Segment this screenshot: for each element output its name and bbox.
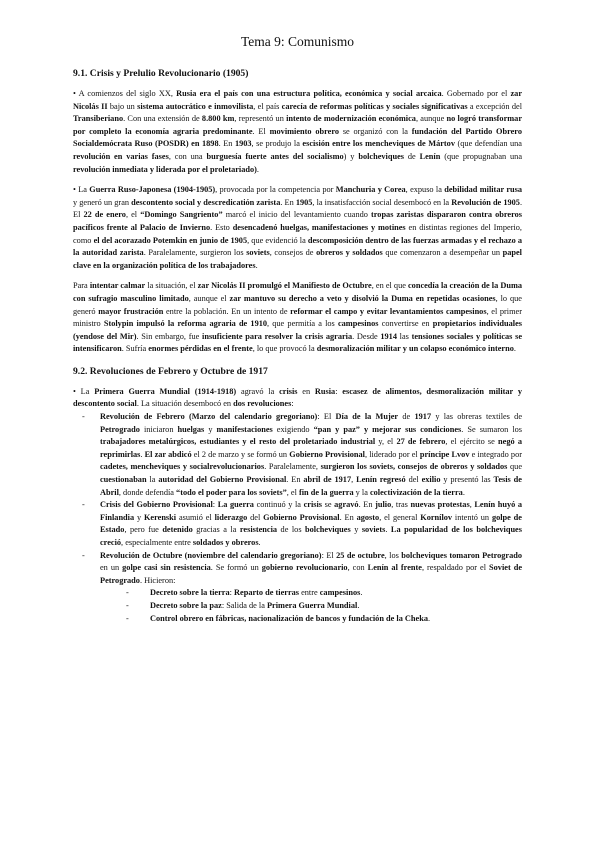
bold-text: Primera Guerra Mundial (1914-1918) bbox=[94, 386, 237, 396]
bold-text: La popularidad de los bolcheviques creció bbox=[100, 525, 522, 547]
text-run: , bbox=[351, 475, 357, 485]
bold-text: Decreto sobre la paz bbox=[150, 600, 222, 610]
bold-text: príncipe Lvov bbox=[419, 449, 470, 459]
text-run: . Se formó un bbox=[210, 563, 262, 573]
text-run: iniciaron bbox=[139, 424, 178, 434]
text-run: Para bbox=[73, 281, 90, 291]
bold-text: fundación del Partido Obrero Socialdemócrata Ruso (POSDR) en 1898 bbox=[73, 126, 522, 149]
bold-text: Guerra Ruso-Japonesa (1904-1905) bbox=[89, 185, 216, 195]
text-run: , el país bbox=[253, 101, 282, 111]
document-title: Tema 9: Comunismo bbox=[240, 34, 355, 49]
text-run: y presentó las bbox=[440, 475, 494, 485]
text-run: (que propugnaban una bbox=[440, 151, 523, 161]
bold-text: bolcheviques tomaron Petrogrado bbox=[401, 550, 523, 560]
bold-text: Primera Guerra Mundial bbox=[266, 600, 358, 610]
bold-text: soviets bbox=[246, 248, 270, 258]
text-run: asumió el bbox=[176, 512, 215, 522]
text-run: y la bbox=[353, 487, 370, 497]
bold-text: negó a reprimirlas bbox=[100, 437, 522, 459]
text-run: , aunque el bbox=[188, 293, 230, 303]
text-run: y bbox=[134, 512, 144, 522]
bold-text: tensiones sociales y políticas se intensificaron bbox=[73, 331, 523, 354]
text-run: exigiendo bbox=[272, 424, 314, 434]
text-run: : bbox=[291, 399, 294, 409]
bold-text: Kerenski bbox=[143, 512, 177, 522]
bold-text: descomposición dentro de las fuerzas armadas y el rechazo a la autoridad zarista bbox=[73, 235, 523, 258]
text-run: , especialmente entre bbox=[121, 538, 193, 547]
text-run: y bbox=[350, 525, 362, 535]
text-run: en un bbox=[100, 563, 123, 573]
text-run: . En bbox=[218, 139, 235, 149]
text-run: , bbox=[469, 500, 475, 510]
bold-text: zar Nicolás II bbox=[73, 89, 523, 111]
decree-list bbox=[100, 587, 522, 625]
bold-text: “pan y paz” y mejorar sus condiciones bbox=[313, 424, 462, 434]
text-run: . bbox=[357, 600, 360, 610]
bold-text: agravó bbox=[334, 500, 359, 510]
bold-text: Día de la Mujer bbox=[335, 412, 399, 422]
bold-text: Transiberiano bbox=[73, 114, 124, 124]
text-run: . Sin embargo, fue bbox=[136, 331, 203, 341]
bold-text: trabajadores metalúrgicos, estudiantes y el resto del proletariado industrial bbox=[100, 437, 376, 447]
text-run: ) y bbox=[343, 151, 359, 161]
bold-text: no logró transformar por completo la economía agraria predominante bbox=[73, 114, 523, 136]
bold-text: resistencia bbox=[239, 525, 278, 535]
bold-text: Decreto sobre la tierra bbox=[150, 588, 230, 598]
text-run: e integrado por bbox=[469, 449, 522, 459]
text-run: que comenzaron a desempeñar un bbox=[382, 248, 503, 258]
bold-text: fin de la guerra bbox=[298, 487, 354, 497]
text-run: . En bbox=[280, 197, 296, 207]
text-run: : El bbox=[321, 550, 337, 560]
bold-text: 22 de enero bbox=[83, 210, 126, 220]
bold-text: soldados y obreros bbox=[192, 538, 259, 547]
list-item bbox=[73, 499, 522, 549]
text-run: convertirse en bbox=[378, 319, 433, 329]
bold-text: intento de modernización económica bbox=[286, 114, 416, 124]
text-run: . Hicieron: bbox=[139, 575, 176, 585]
bold-text: surgieron los soviets, consejos de obreros y soldados bbox=[320, 462, 508, 472]
bold-text: “todo el poder para los soviets” bbox=[176, 487, 287, 497]
text-run: . Desde bbox=[352, 331, 381, 341]
bold-text: 8.800 km bbox=[201, 114, 235, 124]
bold-text: burguesía fuerte antes del socialismo bbox=[206, 151, 344, 161]
bold-text: Revolución de Febrero (Marzo del calendario gregoriano) bbox=[100, 412, 318, 422]
paragraph bbox=[73, 184, 522, 272]
bold-text: Rusia bbox=[314, 386, 336, 396]
sub-list-item bbox=[122, 613, 522, 626]
text-run: marcó el inicio del levantamiento cuando bbox=[222, 210, 371, 220]
text-run: y generó un gran bbox=[73, 197, 132, 207]
bold-text: nuevas protestas bbox=[410, 500, 470, 510]
text-run: . Sufría bbox=[121, 344, 149, 354]
text-run: continuó y la bbox=[253, 500, 304, 510]
bold-text: Lenín huyó a Finlandia bbox=[100, 500, 523, 522]
bold-text: gobierno revolucionario bbox=[261, 563, 348, 573]
text-run: del bbox=[405, 475, 422, 485]
text-run: • A comienzos del siglo XX, bbox=[73, 89, 177, 98]
bold-text: Tesis de Abril bbox=[100, 475, 522, 497]
text-run: , con una bbox=[168, 151, 207, 161]
text-run: : Salida de la bbox=[221, 600, 267, 610]
bold-text: cuestionaban bbox=[100, 475, 147, 485]
text-run: • La bbox=[73, 386, 95, 396]
text-run: la situación, el bbox=[145, 281, 198, 291]
text-run: , el primer ministro bbox=[73, 306, 522, 329]
bold-text: El zar abdicó bbox=[144, 449, 192, 459]
text-run: . bbox=[256, 164, 259, 174]
bold-text: Lenín regresó bbox=[356, 475, 406, 485]
text-run: , lo que generó bbox=[73, 293, 522, 316]
bold-text: Manchuria y Corea bbox=[335, 185, 406, 195]
bold-text: abril de 1917 bbox=[303, 475, 352, 485]
text-run: . En bbox=[286, 475, 304, 485]
text-run: , lo que provocó la bbox=[252, 344, 317, 354]
text-run: , aunque bbox=[415, 114, 447, 124]
bold-text: Lenín bbox=[419, 151, 441, 161]
text-run: entre bbox=[299, 588, 320, 598]
text-run: . Se sumaron los bbox=[461, 424, 522, 434]
text-run: , representó un bbox=[234, 114, 287, 124]
bold-text: liderazgo bbox=[214, 512, 248, 522]
text-run: , el bbox=[125, 210, 141, 220]
text-run: , los bbox=[384, 550, 402, 560]
text-run: el 2 de marzo y se formó un bbox=[191, 449, 290, 459]
sub-list-item bbox=[122, 587, 522, 600]
bold-text: crisis bbox=[279, 386, 298, 396]
bold-text: campesinos bbox=[337, 319, 379, 329]
bold-text: Rusia era el país con una estructura política, económica y social arcaica bbox=[176, 89, 442, 98]
bold-text: agosto bbox=[356, 512, 380, 522]
bold-text: descontento social y descredicatión zarista bbox=[131, 197, 281, 207]
bold-text: concedía la creación de la Duma con sufragio masculino limitado bbox=[73, 281, 523, 303]
bold-text: mayor frustración bbox=[98, 306, 164, 316]
text-run: se bbox=[322, 500, 335, 510]
section-heading: 9.1. Crisis y Prelulio Revolucionario (1905) bbox=[73, 68, 249, 79]
text-run: , pero fue bbox=[124, 525, 163, 535]
bold-text: tropas zaristas dispararon contra obreros pacíficos frente al Palacio de Invierno bbox=[73, 210, 522, 232]
bold-text: sistema autocrático e inmovilista bbox=[137, 101, 254, 111]
bold-text: exilio bbox=[421, 475, 441, 485]
text-run: en distintas regiones del Imperio, como bbox=[73, 222, 522, 245]
bold-text: Revolución de 1905 bbox=[451, 197, 520, 207]
text-run: . bbox=[140, 449, 145, 459]
text-run: y bbox=[204, 424, 217, 434]
text-run: del bbox=[247, 512, 264, 522]
bold-text: obreros y soldados bbox=[316, 248, 383, 258]
text-run: : bbox=[212, 500, 218, 510]
text-run: , liderado por el bbox=[364, 449, 420, 459]
bold-text: Lenín al frente bbox=[367, 563, 422, 573]
text-run: y, el bbox=[375, 437, 397, 447]
text-run: se organizó con la bbox=[339, 126, 412, 136]
text-run: . Esto bbox=[210, 222, 233, 232]
text-run: . bbox=[427, 613, 431, 623]
bold-text: revolución en varias fases bbox=[73, 151, 169, 161]
text-run: : bbox=[229, 588, 235, 598]
bold-text: Gobierno Provisional bbox=[289, 449, 365, 459]
text-run: . bbox=[255, 260, 258, 270]
paragraph bbox=[73, 386, 522, 411]
bold-text: Petrogrado bbox=[100, 424, 140, 434]
bold-text: el del acorazado Potemkin en junio de 1905 bbox=[93, 235, 248, 245]
text-run: la bbox=[146, 475, 159, 485]
bold-text: autoridad del Gobierno Provisional bbox=[158, 475, 287, 485]
list-item-text bbox=[100, 551, 522, 585]
text-run: de bbox=[398, 412, 415, 422]
bold-text: Soviet de Petrogrado bbox=[100, 563, 523, 585]
text-run: , que permitía a los bbox=[267, 319, 338, 329]
bold-text: escisión entre los mencheviques de Mártov bbox=[302, 139, 455, 149]
bold-text: zar Nicolás II promulgó el Manifiesto de Octubre bbox=[197, 281, 372, 291]
text-run: . Paralelamente, surgieron los bbox=[143, 248, 247, 258]
text-run: , donde defendía bbox=[118, 487, 177, 497]
bold-text: Mir bbox=[119, 331, 134, 341]
text-run: y las obreras textiles de bbox=[431, 412, 523, 422]
bold-text: escasez de alimentos, desmoralización militar y descontento social bbox=[73, 386, 522, 409]
bold-text: “Domingo Sangriento” bbox=[140, 210, 223, 220]
bold-text: carecía de reformas políticas y sociales significativas bbox=[281, 101, 468, 111]
bold-text: debilidad militar rusa bbox=[444, 185, 522, 195]
bold-text: bolcheviques bbox=[305, 525, 351, 535]
bold-text: golpe de Estado bbox=[100, 512, 522, 535]
text-run: , provocada por la competencia por bbox=[215, 185, 336, 195]
text-run: , expuso la bbox=[405, 185, 445, 195]
text-run: : bbox=[335, 386, 343, 396]
text-run: , tras bbox=[391, 500, 411, 510]
bold-text: Control obrero en fábricas, nacionalización de bancos y fundación de la Cheka bbox=[150, 613, 428, 623]
bold-text: Revolución de Octubre (noviembre del calendario gregoriano) bbox=[100, 550, 322, 560]
text-run: , respaldado por el bbox=[421, 563, 490, 573]
bold-text: propietarios individuales (yendose del bbox=[73, 319, 523, 341]
text-run: a excepción del bbox=[467, 101, 523, 111]
bold-text: 1914 bbox=[380, 331, 397, 341]
bold-text: Stolypin impulsó la reforma agraria de 1910 bbox=[103, 319, 268, 329]
sub-list-item bbox=[122, 600, 522, 613]
bold-text: colectivización de la tierra bbox=[369, 487, 463, 497]
bold-text: julio bbox=[375, 500, 392, 510]
text-run: entre la población. En un intento de bbox=[163, 306, 291, 316]
list-item bbox=[73, 550, 522, 626]
paragraph bbox=[73, 88, 522, 176]
text-run: , el bbox=[286, 487, 299, 497]
bold-text: enormes pérdidas en el frente bbox=[148, 344, 253, 354]
bold-text: intentar calmar bbox=[89, 281, 146, 291]
text-run: , que evidenció la bbox=[247, 235, 308, 245]
bold-text: movimiento obrero bbox=[269, 126, 340, 136]
text-run: las bbox=[396, 331, 412, 341]
text-run: : El bbox=[317, 412, 336, 422]
text-run: bajo un bbox=[107, 101, 138, 111]
text-run: que bbox=[507, 462, 523, 472]
bold-text: bolcheviques bbox=[358, 151, 404, 161]
text-run: . bbox=[258, 538, 261, 547]
bold-text: Reparto de tierras bbox=[234, 588, 300, 598]
list-item bbox=[73, 411, 522, 499]
text-run: de los bbox=[277, 525, 306, 535]
text-run: . bbox=[513, 344, 516, 354]
section-heading: 9.2. Revoluciones de Febrero y Octubre de 1917 bbox=[73, 365, 268, 377]
text-run: . Gobernado por el bbox=[441, 89, 511, 98]
text-run: , el general bbox=[379, 512, 421, 522]
bold-text: golpe casi sin resistencia bbox=[122, 563, 211, 573]
bold-text: desmoralización militar y un colapso económico interno bbox=[316, 344, 514, 354]
paragraph bbox=[73, 280, 522, 356]
text-run: . El bbox=[73, 197, 523, 220]
text-run: . bbox=[360, 588, 363, 598]
bold-text: huelgas bbox=[177, 424, 205, 434]
text-run: , se produjo la bbox=[251, 139, 303, 149]
text-run: intentó un bbox=[452, 512, 492, 522]
bold-text: 25 de octubre bbox=[336, 550, 385, 560]
text-run: , consejos de bbox=[269, 248, 317, 258]
bold-text: 1905 bbox=[295, 197, 313, 207]
bold-text: reformar el campo y evitar levantamientos campesinos bbox=[290, 306, 487, 316]
bold-text: 1917 bbox=[414, 412, 432, 422]
bold-text: desencadenó huelgas, manifestaciones y motines bbox=[232, 222, 406, 232]
text-run: (que defendían una bbox=[454, 139, 522, 149]
bold-text: revolución inmediata y liderada por el proletariado) bbox=[73, 164, 257, 174]
bold-text: zar mantuvo su derecho a veto y disolvió la Duma en repetidas ocasiones bbox=[229, 293, 496, 303]
text-run: agravó la bbox=[236, 386, 280, 396]
text-run: , el ejército se bbox=[445, 437, 499, 447]
bold-text: campesinos bbox=[319, 588, 361, 598]
text-run: . Con una extensión de bbox=[123, 114, 202, 124]
text-run: . La situación desembocó en bbox=[136, 399, 234, 409]
text-run: de bbox=[404, 151, 420, 161]
text-run: gracias a la bbox=[192, 525, 240, 535]
bold-text: Crisis del Gobierno Provisional bbox=[100, 500, 213, 510]
text-run: . Paralelamente, bbox=[264, 462, 321, 472]
bold-text: papel clave en la organización política de los trabajadores bbox=[73, 248, 522, 270]
bold-text: crisis bbox=[303, 500, 323, 510]
text-run: . bbox=[385, 525, 391, 535]
revolution-list bbox=[73, 411, 522, 625]
text-run: , la insatisfacción social desembocó en la bbox=[312, 197, 452, 207]
text-run: , con bbox=[347, 563, 368, 573]
bold-text: cadetes, mencheviques y socialrevolucionarios bbox=[100, 462, 265, 472]
bold-text: La guerra bbox=[217, 500, 254, 510]
bold-text: 27 de febrero bbox=[396, 437, 446, 447]
text-run: . En bbox=[358, 500, 376, 510]
text-run: • La bbox=[73, 185, 90, 195]
bold-text: manifestaciones bbox=[216, 424, 273, 434]
text-run: . En bbox=[339, 512, 357, 522]
bold-text: dos revoluciones bbox=[233, 399, 292, 409]
bold-text: Gobierno Provisional bbox=[263, 512, 340, 522]
text-run: . bbox=[462, 487, 465, 497]
bold-text: soviets bbox=[361, 525, 386, 535]
bold-text: detenido bbox=[162, 525, 193, 535]
text-run: , en el que bbox=[371, 281, 408, 291]
text-run: . El bbox=[252, 126, 270, 136]
text-run: en bbox=[297, 386, 315, 396]
bold-text: ) bbox=[133, 331, 137, 341]
bold-text: insuficiente para resolver la crisis agraria bbox=[202, 331, 353, 341]
bold-text: 1903 bbox=[234, 139, 252, 149]
bold-text: Kornílov bbox=[420, 512, 453, 522]
